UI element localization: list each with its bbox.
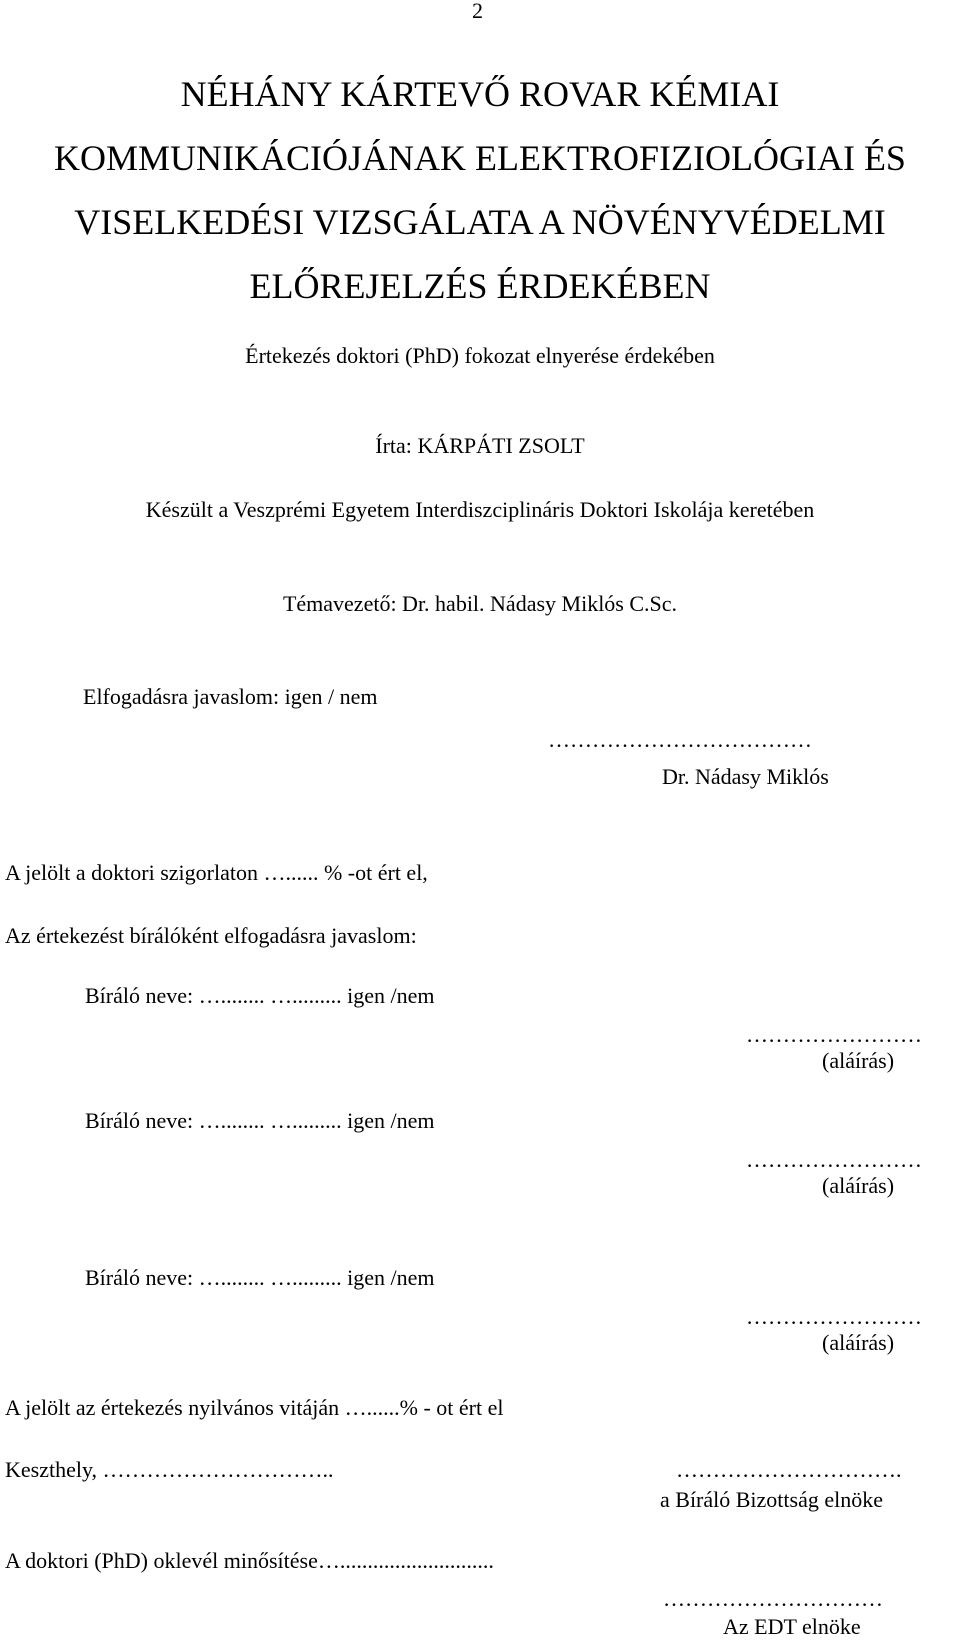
title-line-2: KOMMUNIKÁCIÓJÁNAK ELEKTROFIZIOLÓGIAI ÉS (54, 138, 906, 178)
rating-line: A doktori (PhD) oklevél minősítése…............................ (5, 1548, 494, 1573)
defense-line: A jelölt az értekezés nyilvános vitáján …......% - ot ért el (5, 1395, 504, 1420)
committee-sign: a Bíráló Bizottság elnöke (660, 1487, 883, 1512)
school-line: Készült a Veszprémi Egyetem Interdiszciplináris Doktori Iskolája keretében (145, 497, 815, 522)
author-prefix: Írta: (375, 433, 418, 458)
title-line-1: NÉHÁNY KÁRTEVŐ ROVAR KÉMIAI (180, 74, 780, 114)
place-line: Keszthely, ………………………….. (5, 1457, 334, 1482)
reviewer-1-line: Bíráló neve: …........ …......... igen /nem (85, 983, 435, 1008)
reviewer-3-line: Bíráló neve: …........ …......... igen /nem (85, 1265, 435, 1290)
page-number: 2 (472, 0, 483, 23)
reviewer-1-dots: …………………… (746, 1022, 922, 1047)
reviewer-3-sign: (aláírás) (822, 1330, 895, 1355)
supervisor-signature-dots: ……………………………… (548, 727, 812, 752)
edt-sign: Az EDT elnöke (723, 1614, 861, 1639)
acceptance-line: Elfogadásra javaslom: igen / nem (83, 684, 378, 709)
reviewer-2-line: Bíráló neve: …........ …......... igen /nem (85, 1108, 435, 1133)
reviewer-3-dots: …………………… (746, 1304, 922, 1329)
title-line-4: ELŐREJELZÉS ÉRDEKÉBEN (249, 266, 711, 306)
subtitle: Értekezés doktori (PhD) fokozat elnyerése érdekében (245, 343, 715, 368)
author-name: KÁRPÁTI ZSOLT (417, 433, 585, 458)
author-line (0, 433, 960, 459)
committee-dots: …………………………. (676, 1457, 902, 1482)
edt-dots: ………………………… (663, 1586, 883, 1611)
reviewer-2-dots: …………………… (746, 1147, 922, 1172)
title-line-3: VISELKEDÉSI VIZSGÁLATA A NÖVÉNYVÉDELMI (74, 202, 886, 242)
supervisor-line: Témavezető: Dr. habil. Nádasy Miklós C.Sc. (282, 591, 678, 616)
supervisor-signature-name: Dr. Nádasy Miklós (662, 764, 829, 789)
reviewer-intro: Az értekezést bírálóként elfogadásra javaslom: (5, 923, 417, 948)
reviewer-1-sign: (aláírás) (822, 1048, 895, 1073)
reviewer-2-sign: (aláírás) (822, 1173, 895, 1198)
exam-line: A jelölt a doktori szigorlaton …...... % -ot ért el, (5, 860, 428, 885)
